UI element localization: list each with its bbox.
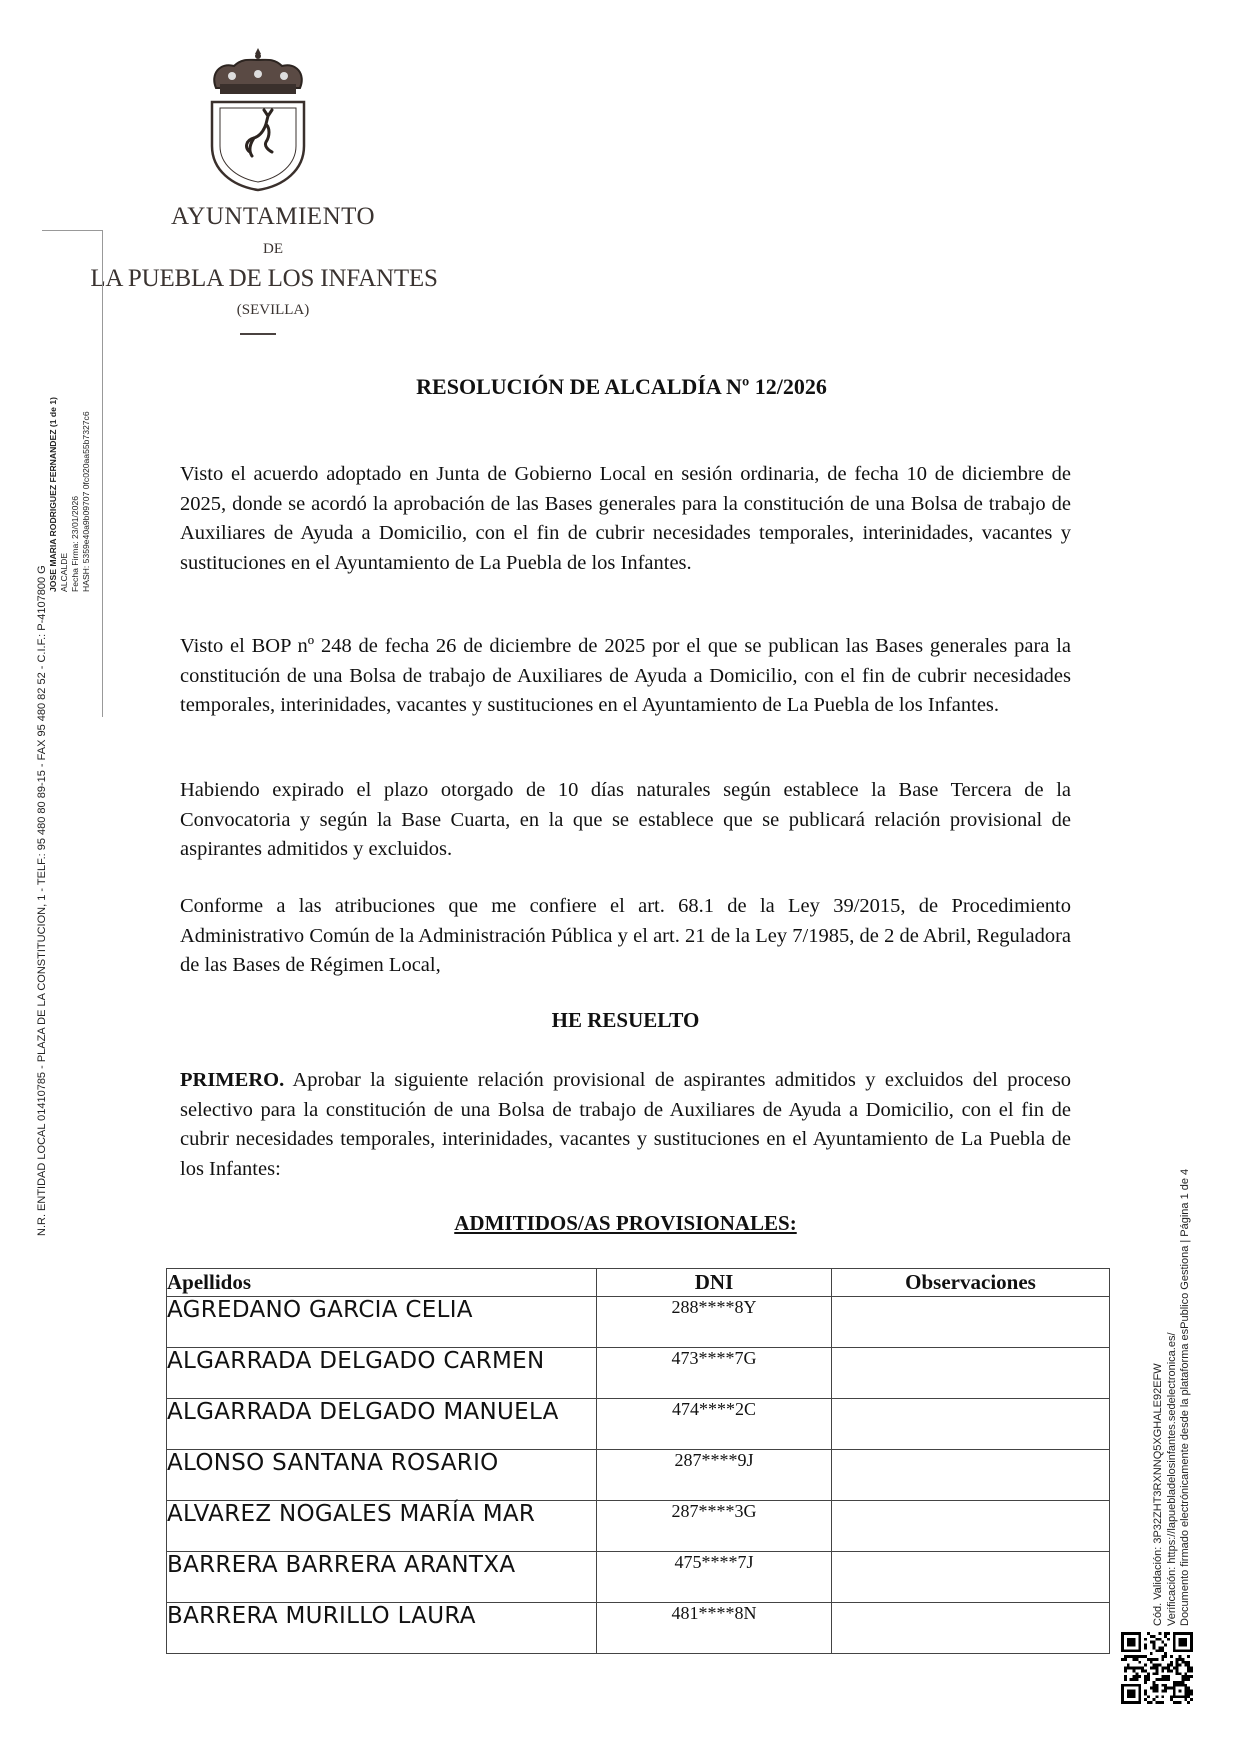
admitted-table xyxy=(166,1268,1110,1654)
validation-block xyxy=(1152,1169,1193,1626)
cell-name: ALGARRADA DELGADO CARMEN xyxy=(167,1348,597,1399)
coat-of-arms-icon xyxy=(198,44,318,194)
paragraph-bop: Visto el BOP nº 248 de fecha 26 de diciembre de 2025 por el que se publican las Bases generales para la constitución de una Bolsa de trabajo de Auxiliares de Ayuda a Domicilio, con el fin de cubrir necesidades temporales, interinidades, vacantes y sustituciones en el Ayuntamiento de La Puebla de los Infantes. xyxy=(180,635,1071,716)
resolution-title-text: RESOLUCIÓN DE ALCALDÍA Nº 12/2026 xyxy=(416,374,827,399)
signer-name: JOSE MARIA RODRIGUEZ FERNANDEZ (1 de 1) xyxy=(48,397,58,592)
cell-name: AGREDANO GARCIA CELIA xyxy=(167,1297,597,1348)
cell-dni: 287****9J xyxy=(597,1450,832,1501)
municipality-name: LA PUEBLA DE LOS INFANTES xyxy=(90,265,438,292)
validation-code: Cód. Validación: 3P32ZHT3RXNNQ5XGHALE92EFW xyxy=(1152,1363,1164,1626)
resolution-heading: HE RESUELTO xyxy=(551,1008,700,1032)
paragraph-primero xyxy=(180,1066,1071,1184)
cell-dni: 481****8N xyxy=(597,1603,832,1654)
cell-observations xyxy=(832,1501,1110,1552)
signature-block xyxy=(48,397,92,592)
table-row xyxy=(167,1297,1110,1348)
signed-note-page-number: Documento firmado electrónicamente desde la plataforma esPublico Gestiona | Página 1 de 4 xyxy=(1179,1168,1191,1626)
primero-label: PRIMERO. xyxy=(180,1069,285,1091)
cell-dni: 288****8Y xyxy=(597,1297,832,1348)
cell-name: ALVAREZ NOGALES MARÍA MAR xyxy=(167,1501,597,1552)
cell-dni: 287****3G xyxy=(597,1501,832,1552)
verification-link[interactable]: Verificación: https://lapuebladelosinfantes.sedelectronica.es/ xyxy=(1165,1332,1178,1626)
cell-observations xyxy=(832,1450,1110,1501)
cell-observations xyxy=(832,1348,1110,1399)
signature-date: Fecha Firma: 23/01/2026 xyxy=(70,495,80,592)
municipality-de: DE xyxy=(263,241,283,257)
table-row xyxy=(167,1348,1110,1399)
table-row xyxy=(167,1501,1110,1552)
table-row xyxy=(167,1552,1110,1603)
cell-observations xyxy=(832,1603,1110,1654)
cell-name: BARRERA BARRERA ARANTXA xyxy=(167,1552,597,1603)
cell-name: ALONSO SANTANA ROSARIO xyxy=(167,1450,597,1501)
cell-observations xyxy=(832,1297,1110,1348)
table-row xyxy=(167,1450,1110,1501)
table-row xyxy=(167,1603,1110,1654)
cell-observations xyxy=(832,1399,1110,1450)
primero-text: Aprobar la siguiente relación provisional de aspirantes admitidos y excluidos del proceso selectivo para la constitución de una Bolsa de trabajo de Auxiliares de Ayuda a Domicilio, con el fin de cubrir necesidades temporales, interinidades, vacantes y sustituciones en el Ayuntamiento de La Puebla de los Infantes: xyxy=(180,1069,1071,1180)
resolution-title xyxy=(0,374,1241,400)
column-header-apellidos: Apellidos xyxy=(167,1269,597,1297)
cell-dni: 475****7J xyxy=(597,1552,832,1603)
cell-name: BARRERA MURILLO LAURA xyxy=(167,1603,597,1654)
entity-address-text: N.R. ENTIDAD LOCAL 01410785 - PLAZA DE LA CONSTITUCION, 1 - TELF.: 95 480 80 89-15 - FAX 95 480 82 52 - C.I.F.: P-4107800 G xyxy=(36,565,48,1236)
admitted-list-title: ADMITIDOS/AS PROVISIONALES: xyxy=(454,1211,797,1235)
signature-hash: HASH: 5359e40a9b09707 0fc020aa55b7327c6 xyxy=(81,411,91,592)
paragraph-agreement: Visto el acuerdo adoptado en Junta de Gobierno Local en sesión ordinaria, de fecha 10 de diciembre de 2025, donde se acordó la aprobación de las Bases generales para la constitución de una Bolsa de trabajo de Auxiliares de Ayuda a Domicilio, con el fin de cubrir necesidades temporales, interinidades, vacantes y sustituciones en el Ayuntamiento de La Puebla de los Infantes. xyxy=(180,463,1071,574)
table-row xyxy=(167,1399,1110,1450)
cell-dni: 474****2C xyxy=(597,1399,832,1450)
cell-observations xyxy=(832,1552,1110,1603)
paragraph-deadline: Habiendo expirado el plazo otorgado de 10 días naturales según establece la Base Tercera de la Convocatoria y según la Base Cuarta, en la que se establece que se publicará relación provisional de aspirantes admitidos y excluidos. xyxy=(180,779,1071,860)
header-divider xyxy=(240,333,276,335)
column-header-observaciones: Observaciones xyxy=(832,1269,1110,1297)
municipality-province: (SEVILLA) xyxy=(236,302,310,318)
table-header-row xyxy=(167,1269,1110,1297)
signer-role: ALCALDE xyxy=(59,552,69,592)
column-header-dni: DNI xyxy=(597,1269,832,1297)
paragraph-legal-basis: Conforme a las atribuciones que me confiere el art. 68.1 de la Ley 39/2015, de Procedimiento Administrativo Común de la Administración Pública y el art. 21 de la Ley 7/1985, de 2 de Abril, Reguladora de las Bases de Régimen Local, xyxy=(180,895,1071,976)
cell-name: ALGARRADA DELGADO MANUELA xyxy=(167,1399,597,1450)
cell-dni: 473****7G xyxy=(597,1348,832,1399)
municipality-title: AYUNTAMIENTO xyxy=(171,203,375,230)
qr-code-icon[interactable] xyxy=(1121,1632,1193,1704)
